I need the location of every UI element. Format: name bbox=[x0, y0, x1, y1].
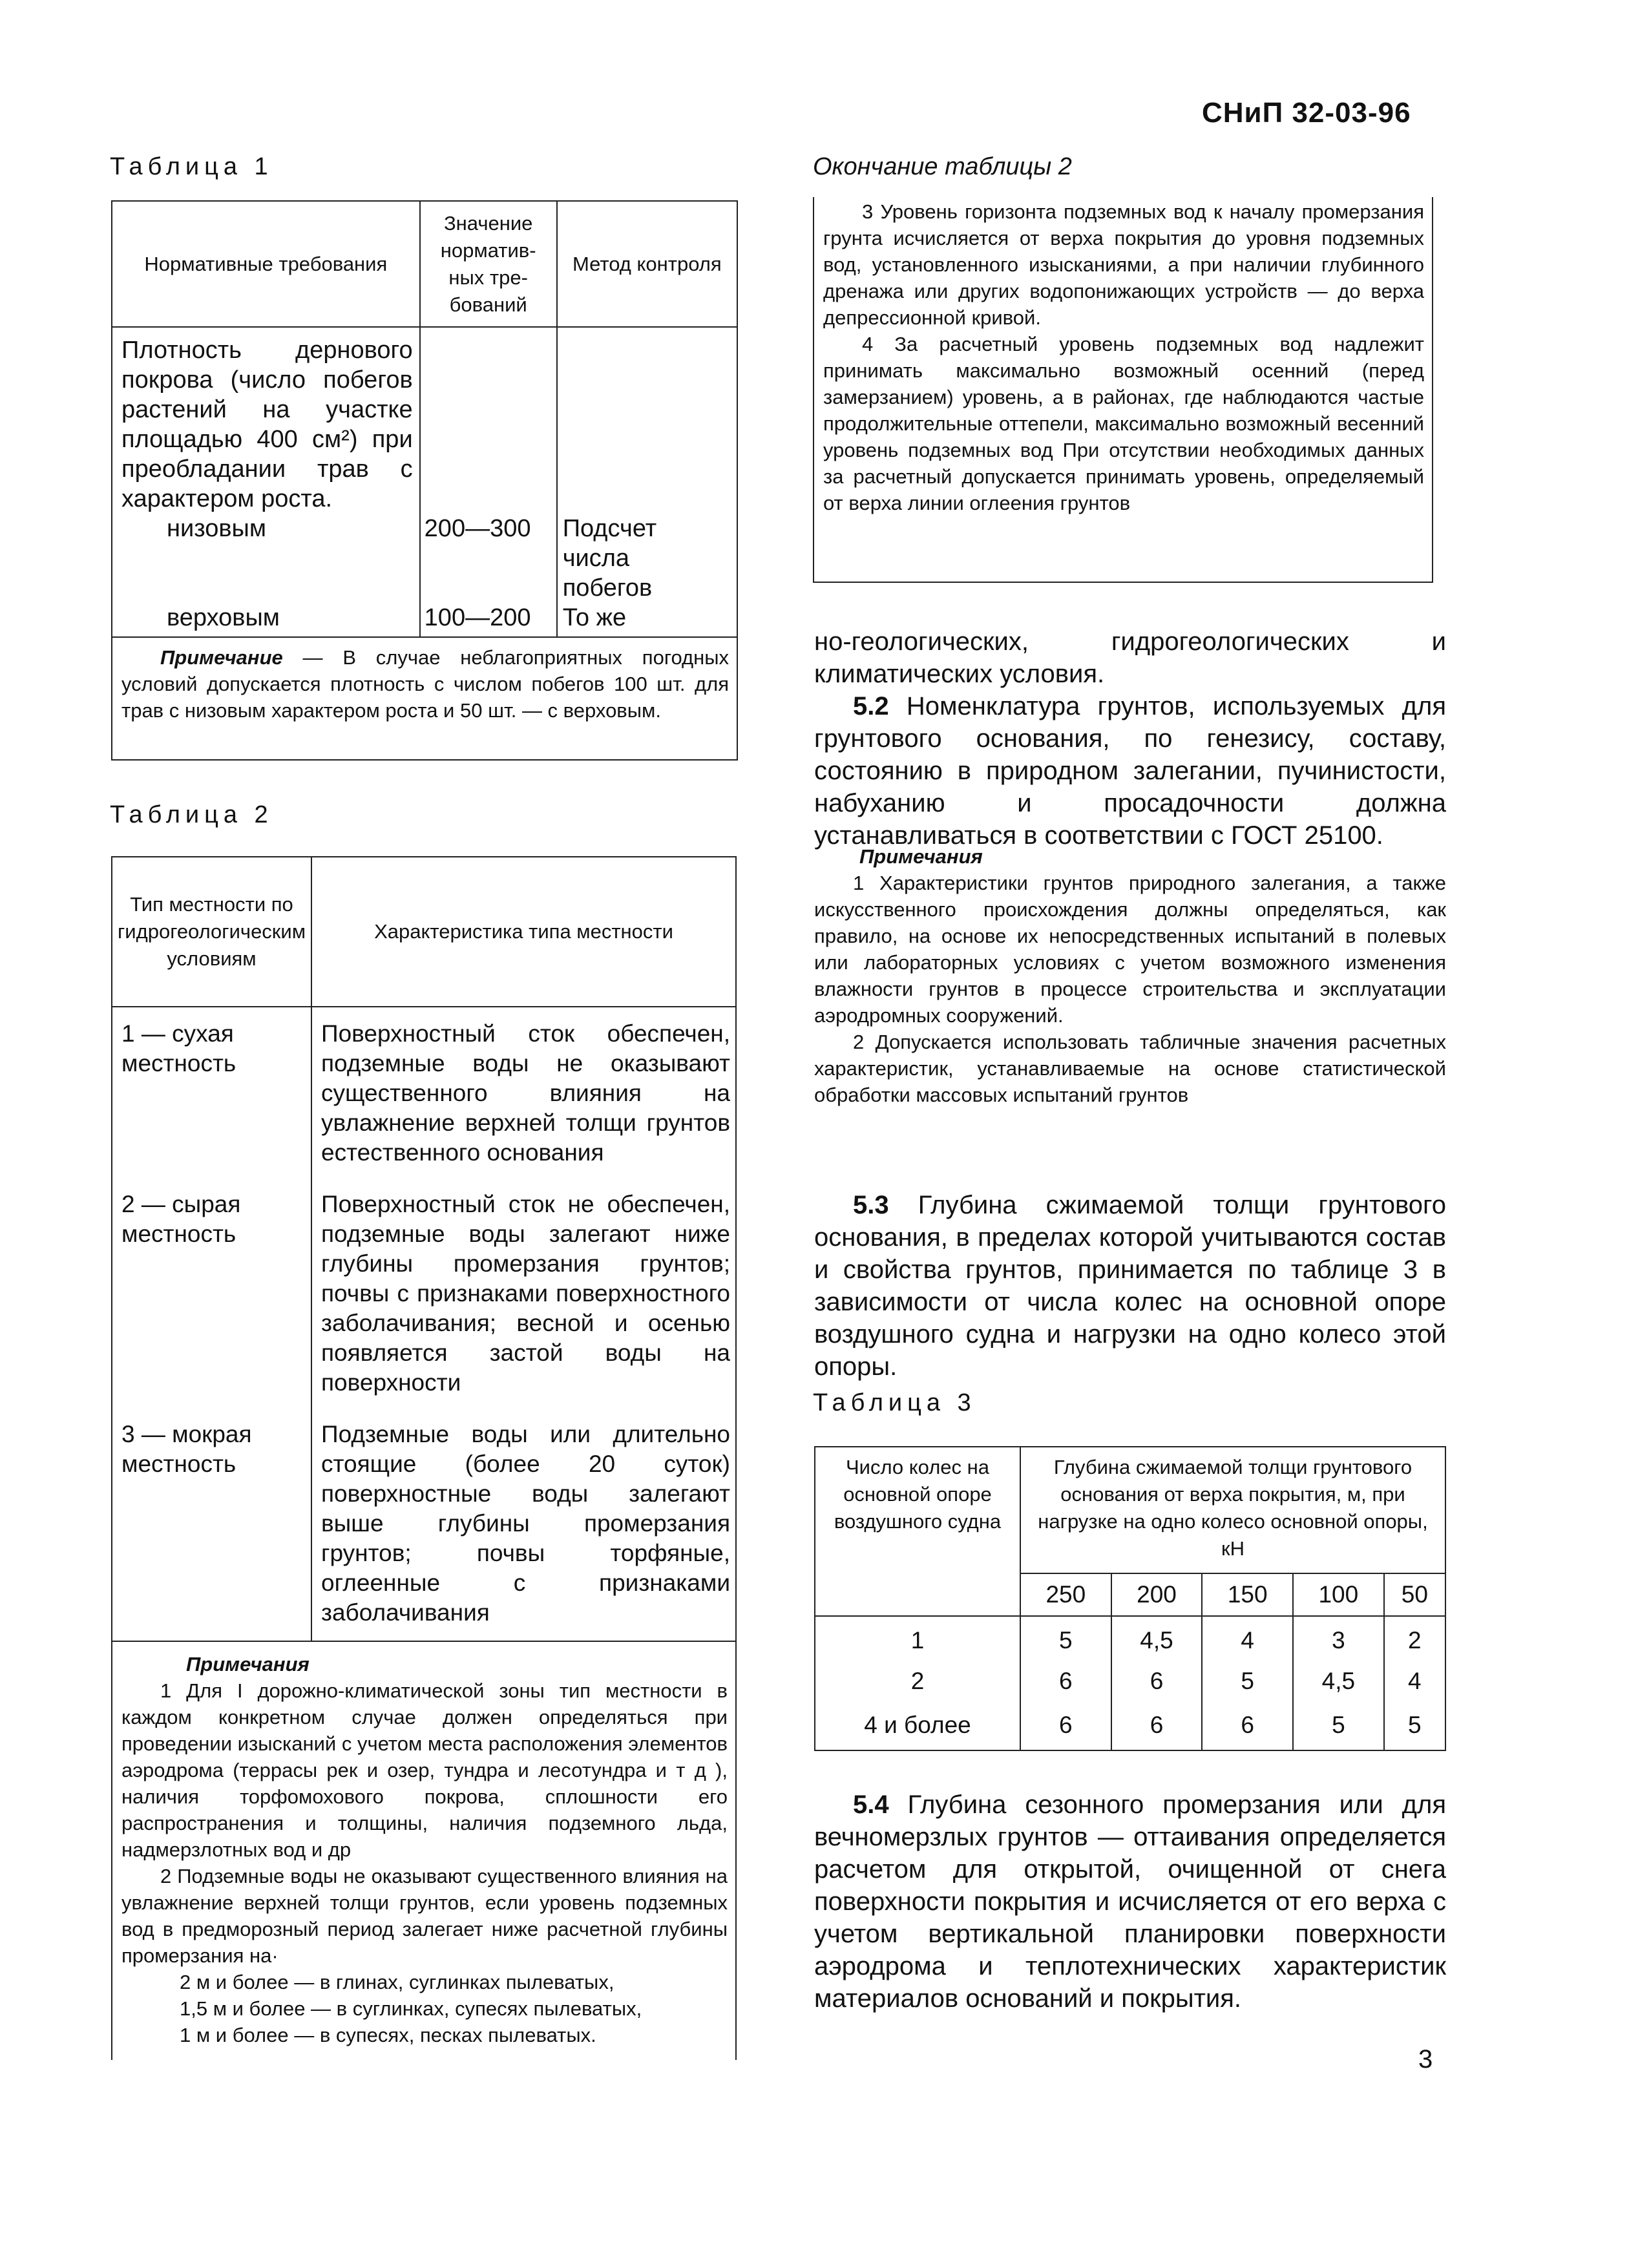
table2-note2: 2 Подземные воды не оказывают существенного влияния на увлажнение верхней толщи грунтов, если уровень подземных вод в предморозный период залегает ниже расчетной глубины промерзания на· bbox=[121, 1865, 728, 1967]
continuation-text: но-геологических, гидрогеологических и климатических условия. bbox=[814, 627, 1446, 688]
table2-end-caption: Окончание таблицы 2 bbox=[813, 153, 1072, 180]
table3-cell: 5 bbox=[1384, 1704, 1445, 1750]
table3-cell: 6 bbox=[1111, 1660, 1203, 1704]
table3-cell: 4 bbox=[1384, 1660, 1445, 1704]
table1-note-cell bbox=[112, 637, 737, 760]
table2-notes-title: Примечания bbox=[186, 1653, 310, 1675]
page-number: 3 bbox=[1418, 2045, 1433, 2074]
table2-header-characteristic: Характеристика типа местности bbox=[311, 857, 736, 1007]
table3-row2-wheels: 2 bbox=[815, 1660, 1020, 1704]
table2-note2-item1: 2 м и более — в глинах, суглинках пылеватых, bbox=[180, 1971, 614, 1993]
table2-note4: 4 За расчетный уровень подземных вод надлежит принимать максимально возможный осенний (перед замерзанием) уровень, а в районах, где наблюдаются частые продолжительные оттепели, максимально возможный весенний уровень подземных вод При отсутствии необходимых данных за расчетный допускается принимать уровень, определяемый от верха линии оглеения грунтов bbox=[823, 333, 1424, 514]
table1-note-label: Примечание bbox=[160, 646, 283, 669]
clause-5-2-number: 5.2 bbox=[853, 692, 889, 720]
table2-caption: Таблица 2 bbox=[110, 801, 273, 828]
clause-5-2-note1: 1 Характеристики грунтов природного залегания, а также искусственного происхождения должны определяться, как правило, на основе их непосредственных испытаний в полевых или лабораторных условиях с учетом возможного изменения влажности грунтов в процессе строительства и эксплуатации аэродромных сооружений. bbox=[814, 872, 1446, 1027]
table3-load-50: 50 bbox=[1384, 1573, 1445, 1616]
clause-5-2-note2: 2 Допускается использовать табличные значения расчетных характеристик, устанавливаемые на основе статистической обработки массовых испытаний грунтов bbox=[814, 1031, 1446, 1106]
table1-header-value: Значение норматив-ных тре-бований bbox=[420, 201, 557, 327]
table2-notes-cell bbox=[112, 1641, 736, 2060]
table1-note-text: — В случае неблагоприятных погодных условий допускается плотность с числом побегов 100 шт. для трав с низовым характером роста и 50 шт. — с верховым. bbox=[121, 646, 729, 722]
table2-row3-desc: Подземные воды или длительно стоящие (более 20 суток) поверхностные воды залегают выше глубины промерзания грунтов; почвы торфяные, оглеенные с признаками заболачивания bbox=[311, 1403, 736, 1641]
table3-header-group: Глубина сжимаемой толщи грунтового основания от верха покрытия, м, при нагрузке на одно колесо основной опоры, кН bbox=[1020, 1447, 1445, 1573]
table3-cell: 5 bbox=[1020, 1616, 1111, 1660]
clause-5-2-text: Номенклатура грунтов, используемых для грунтового основания, по генезису, составу, состоянию в природном залегании, пучинистости, набуханию и просадочности должна устанавливаться в соответствии с ГОСТ 25100. bbox=[814, 692, 1446, 850]
table3-row1-wheels: 1 bbox=[815, 1616, 1020, 1660]
table3-cell: 6 bbox=[1111, 1704, 1203, 1750]
table3-load-250: 250 bbox=[1020, 1573, 1111, 1616]
clause-5-3 bbox=[814, 1189, 1446, 1383]
table3-cell: 2 bbox=[1384, 1616, 1445, 1660]
table3-load-100: 100 bbox=[1293, 1573, 1384, 1616]
table3-header-wheels: Число колес на основной опоре воздушного судна bbox=[815, 1447, 1020, 1616]
table1-header-requirements: Нормативные требования bbox=[112, 201, 420, 327]
table3-cell: 5 bbox=[1202, 1660, 1293, 1704]
table1-row2-value: 100—200 bbox=[424, 604, 531, 631]
table1 bbox=[111, 200, 738, 761]
table3-cell: 6 bbox=[1020, 1660, 1111, 1704]
table1-row1-method: Подсчет числа побегов bbox=[562, 515, 657, 602]
table3-cell: 6 bbox=[1020, 1704, 1111, 1750]
table1-value-cell bbox=[420, 327, 557, 637]
table3-row3-wheels: 4 и более bbox=[815, 1704, 1020, 1750]
clause-5-4 bbox=[814, 1789, 1446, 2015]
table1-row1-value: 200—300 bbox=[424, 515, 531, 542]
document-code: СНиП 32-03-96 bbox=[1202, 97, 1411, 129]
table3-cell: 4,5 bbox=[1111, 1616, 1203, 1660]
clause-5-2-notes bbox=[814, 843, 1446, 1108]
table2-note1: 1 Для I дорожно-климатической зоны тип местности в каждом конкретном случае должен определяться при проведении изысканий с учетом места расположения элементов аэродрома (террасы рек и озер, тундра и лесотундра и т д ), наличия торфомохового покрова, сплошности его распространения и толщины, наличия подземного льда, надмерзлотных вод и др bbox=[121, 1679, 728, 1861]
table1-row-main-text: Плотность дернового покрова (число побегов растений на участке площадью 400 см²) при преобладании трав с характером роста. bbox=[121, 337, 413, 512]
table2-header-type: Тип местности по гидрогеологическим условиям bbox=[112, 857, 311, 1007]
table3-cell: 5 bbox=[1293, 1704, 1384, 1750]
clause-5-3-text: Глубина сжимаемой толщи грунтового основания, в пределах которой учитываются состав и свойства грунтов, принимается по таблице 3 в зависимости от числа колес на основной опоре воздушного судна и нагрузки на одно колесо этой опоры. bbox=[814, 1191, 1446, 1381]
table2 bbox=[111, 856, 737, 2060]
table3 bbox=[814, 1446, 1446, 1751]
table2-row1-desc: Поверхностный сток обеспечен, подземные воды не оказывают существенного влияния на увлажнение верхней толщи грунтов естественного основания bbox=[311, 1007, 736, 1173]
table3-cell: 3 bbox=[1293, 1616, 1384, 1660]
table1-row2-method: То же bbox=[562, 604, 627, 631]
table2-row2-desc: Поверхностный сток не обеспечен, подземные воды залегают ниже глубины промерзания грунтов; почвы с признаками поверхностного заболачивания; весной и осенью появляется застой воды на поверхности bbox=[311, 1173, 736, 1403]
table1-row1-label: низовым bbox=[167, 515, 266, 542]
table2-row1-type: 1 — сухая местность bbox=[112, 1007, 311, 1173]
clause-5-2-notes-title: Примечания bbox=[859, 845, 983, 868]
table2-note2-item2: 1,5 м и более — в суглинках, супесях пылеватых, bbox=[180, 1997, 642, 2020]
clause-5-3-number: 5.3 bbox=[853, 1191, 889, 1219]
clause-5-4-number: 5.4 bbox=[853, 1790, 889, 1819]
table1-caption: Таблица 1 bbox=[110, 153, 273, 180]
table3-cell: 6 bbox=[1202, 1704, 1293, 1750]
text-block-1 bbox=[814, 625, 1446, 852]
table2-note3: 3 Уровень горизонта подземных вод к началу промерзания грунта исчисляется от верха покрытия до уровня подземных вод, установленного изысканиями, а при наличии глубинного дренажа или других водопонижающих устройств — до верха депрессионной кривой. bbox=[823, 200, 1424, 329]
table3-load-150: 150 bbox=[1202, 1573, 1293, 1616]
table2-end-notes bbox=[813, 197, 1433, 583]
clause-5-4-text: Глубина сезонного промерзания или для вечномерзлых грунтов — оттаивания определяется расчетом для открытой, очищенной от снега поверхности покрытия и исчисляется от его верха с учетом вертикальной планировки поверхности аэродрома и теплотехнических характеристик материалов оснований и покрытия. bbox=[814, 1790, 1446, 2013]
table3-cell: 4 bbox=[1202, 1616, 1293, 1660]
table2-note2-item3: 1 м и более — в супесях, песках пылеватых. bbox=[180, 2024, 596, 2046]
table2-row2-type: 2 — сырая местность bbox=[112, 1173, 311, 1403]
table1-row2-label: верховым bbox=[167, 604, 280, 631]
table1-row-main-cell bbox=[112, 327, 420, 637]
table3-load-200: 200 bbox=[1111, 1573, 1203, 1616]
table3-caption: Таблица 3 bbox=[813, 1389, 976, 1416]
table1-header-method: Метод контроля bbox=[557, 201, 737, 327]
table3-cell: 4,5 bbox=[1293, 1660, 1384, 1704]
table1-method-cell bbox=[557, 327, 737, 637]
table2-row3-type: 3 — мокрая местность bbox=[112, 1403, 311, 1641]
